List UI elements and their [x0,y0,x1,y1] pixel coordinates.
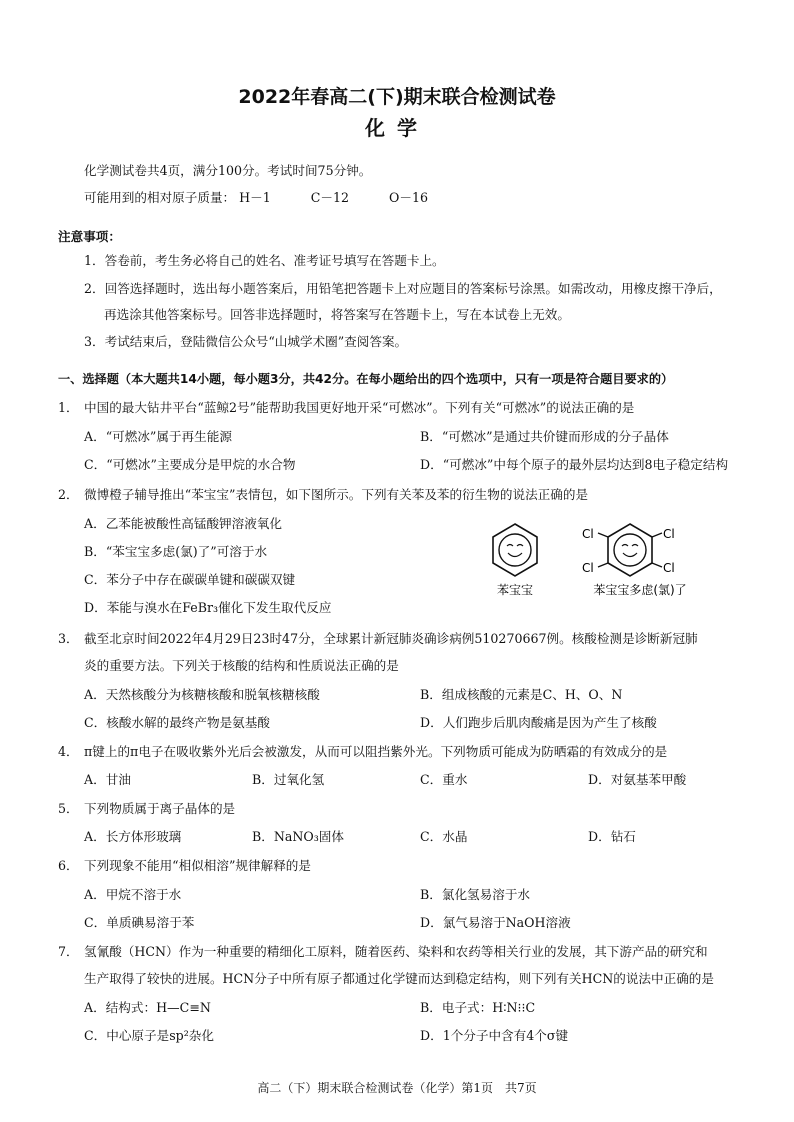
option-d: D．“可燃冰”中每个原子的最外层均达到8电子稳定结构 [420,457,729,472]
question-number: 4． [58,744,79,759]
option-b: B．“可燃冰”是通过共价键而形成的分子晶体 [420,429,669,444]
option-d: D．1个分子中含有4个σ键 [420,1028,569,1043]
option-a: A．甘油 [84,772,131,787]
option-d: D．氯气易溶于NaOH溶液 [420,915,571,930]
option-a: A．结构式：H—C≡N [84,1000,211,1015]
cl-label: Cl [582,527,594,541]
note-item: 再选涂其他答案标号。回答非选择题时，将答案写在答题卡上，写在本试卷上无效。 [104,307,570,322]
question-text: 下列现象不能用“相似相溶”规律解释的是 [84,858,311,873]
question-text: 微博橙子辅导推出“苯宝宝”表情包，如下图所示。下列有关苯及苯的衍生物的说法正确的是 [84,487,589,502]
option-c: C．核酸水解的最终产物是氨基酸 [84,715,270,730]
note-item: 1．答卷前，考生务必将自己的姓名、准考证号填写在答题卡上。 [84,253,445,268]
option-b: B．“苯宝宝多虑(氯)了”可溶于水 [84,544,268,559]
atomic-mass-label: 可能用到的相对原子质量： [84,190,236,205]
question-text: 中国的最大钻井平台“蓝鲸2号”能帮助我国更好地开采“可燃冰”。下列有关“可燃冰”的说法正确的是 [84,400,635,415]
atomic-mass-h: H－1 [239,190,271,205]
figure-label-1: 苯宝宝 [496,583,534,597]
question-number: 6． [58,858,79,873]
option-b: B．电子式：H∶N⁝⁝C [420,1000,536,1015]
question-number: 3． [58,631,79,646]
cl-label: Cl [582,561,594,575]
option-b: B．NaNO₃固体 [252,829,344,844]
question-text: 炎的重要方法。下列关于核酸的结构和性质说法正确的是 [84,658,399,673]
option-a: A．“可燃冰”属于再生能源 [84,429,232,444]
question-number: 5． [58,801,79,816]
intro-line-2 [84,187,428,206]
note-item: 3．考试结束后，登陆微信公众号“山城学术圈”查阅答案。 [84,334,408,349]
intro-line-1: 化学测试卷共4页，满分100分。考试时间75分钟。 [84,163,372,178]
question-number: 7． [58,944,79,959]
question-text: 下列物质属于离子晶体的是 [84,801,236,816]
figure-label-2: 苯宝宝多虑(氯)了 [593,583,687,597]
option-d: D．苯能与溴水在FeBr₃催化下发生取代反应 [84,600,332,615]
exam-title: 2022年春高二(下)期末联合检测试卷 [238,86,556,108]
page-footer: 高二（下）期末联合检测试卷（化学）第1页 共7页 [257,1081,537,1095]
option-c: C．水晶 [420,829,468,844]
section-heading: 一、选择题（本大题共14小题，每小题3分，共42分。在每小题给出的四个选项中，只有一项是符合题目要求的） [58,372,674,386]
chlorobenzene-baby-icon [598,524,662,576]
option-a: A．乙苯能被酸性高锰酸钾溶液氧化 [84,516,283,531]
exam-subject: 化学 [365,116,429,140]
cl-label: Cl [663,527,675,541]
option-a: A．甲烷不溶于水 [84,887,182,902]
question-text: 生产取得了较快的进展。HCN分子中所有原子都通过化学键而达到稳定结构，则下列有关HCN的说法中正确的是 [84,971,714,986]
atomic-mass-o: O－16 [389,190,428,205]
option-d: D．钻石 [588,829,636,844]
question-number: 2． [58,487,79,502]
option-b: B．组成核酸的元素是C、H、O、N [420,687,623,702]
option-c: C．中心原子是sp²杂化 [84,1028,214,1043]
question-number: 1． [58,400,79,415]
question-text: 截至北京时间2022年4月29日23时47分，全球累计新冠肺炎确诊病例510270667例。核酸检测是诊断新冠肺 [84,631,698,646]
benzene-figure [470,520,730,602]
option-c: C．重水 [420,772,468,787]
option-d: D．对氨基苯甲酸 [588,772,687,787]
question-text: π键上的π电子在吸收紫外光后会被激发，从而可以阻挡紫外光。下列物质可能成为防晒霜的有效成分的是 [84,744,668,759]
option-c: C．苯分子中存在碳碳单键和碳碳双键 [84,572,296,587]
option-d: D．人们跑步后肌肉酸痛是因为产生了核酸 [420,715,657,730]
cl-label: Cl [663,561,675,575]
option-a: A．长方体形玻璃 [84,829,182,844]
benzene-baby-icon [493,524,537,576]
option-b: B．过氧化氢 [252,772,325,787]
question-text: 氢氰酸（HCN）作为一种重要的精细化工原料，随着医药、染料和农药等相关行业的发展，其下游产品的研究和 [84,944,708,959]
option-b: B．氯化氢易溶于水 [420,887,531,902]
option-c: C．“可燃冰”主要成分是甲烷的水合物 [84,457,296,472]
atomic-mass-c: C－12 [310,190,350,205]
notes-heading: 注意事项： [58,229,121,244]
note-item: 2．回答选择题时，选出每小题答案后，用铅笔把答题卡上对应题目的答案标号涂黑。如需改动，用橡皮擦干净后， [84,281,722,296]
option-a: A．天然核酸分为核糖核酸和脱氧核糖核酸 [84,687,320,702]
option-c: C．单质碘易溶于苯 [84,915,195,930]
